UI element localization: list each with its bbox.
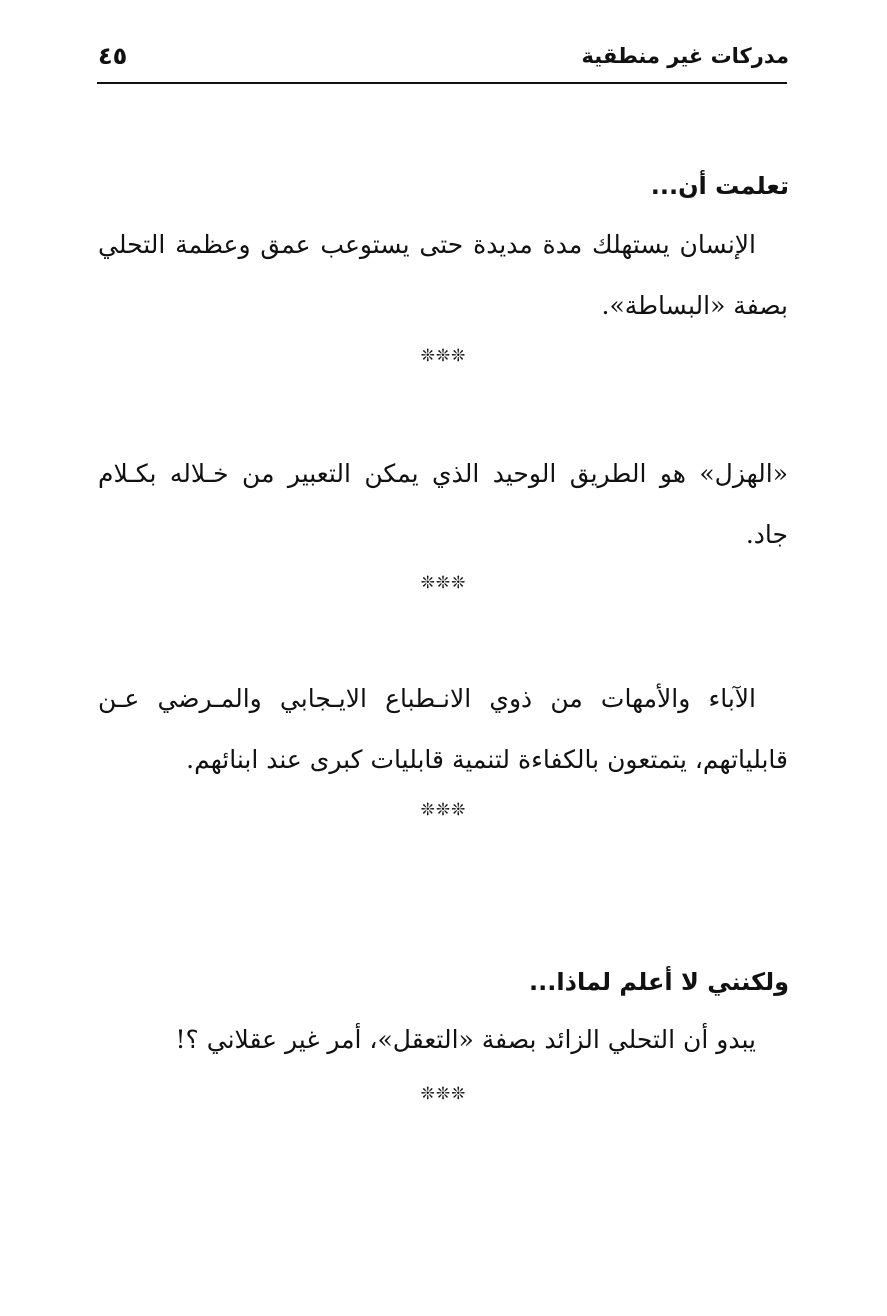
separator-stars: ❊❊❊ xyxy=(420,346,467,366)
page-number: ٤٥ xyxy=(98,42,128,70)
paragraph-reason: يبدو أن التحلي الزائد بصفة «التعقل»، أمر غير عقلاني ؟! xyxy=(175,1025,756,1054)
paragraph-simplicity: الإنسان يستهلك مدة مديدة حتى يستوعب عمق وعظمة التحلي بصفة «البساطة». xyxy=(98,230,788,320)
separator-stars: ❊❊❊ xyxy=(420,1084,467,1104)
running-header-title: مدركات غير منطقية xyxy=(581,44,789,68)
section-heading-dont-know: ولكنني لا أعلم لماذا... xyxy=(529,968,789,996)
paragraph-humor: «الهزل» هو الطريق الوحيد الذي يمكن التعبير من خـلاله بكـلام جاد. xyxy=(98,459,788,549)
separator-stars: ❊❊❊ xyxy=(420,800,467,820)
header-rule xyxy=(97,82,787,84)
section-heading-learned: تعلمت أن... xyxy=(650,172,789,200)
separator-stars: ❊❊❊ xyxy=(420,573,467,593)
paragraph-parents: الآباء والأمهات من ذوي الانـطباع الايـجابي والمـرضي عـن قابلياتهم، يتمتعون بالكفاءة لتنمية قابليات كبرى عند ابنائهم. xyxy=(98,684,788,774)
